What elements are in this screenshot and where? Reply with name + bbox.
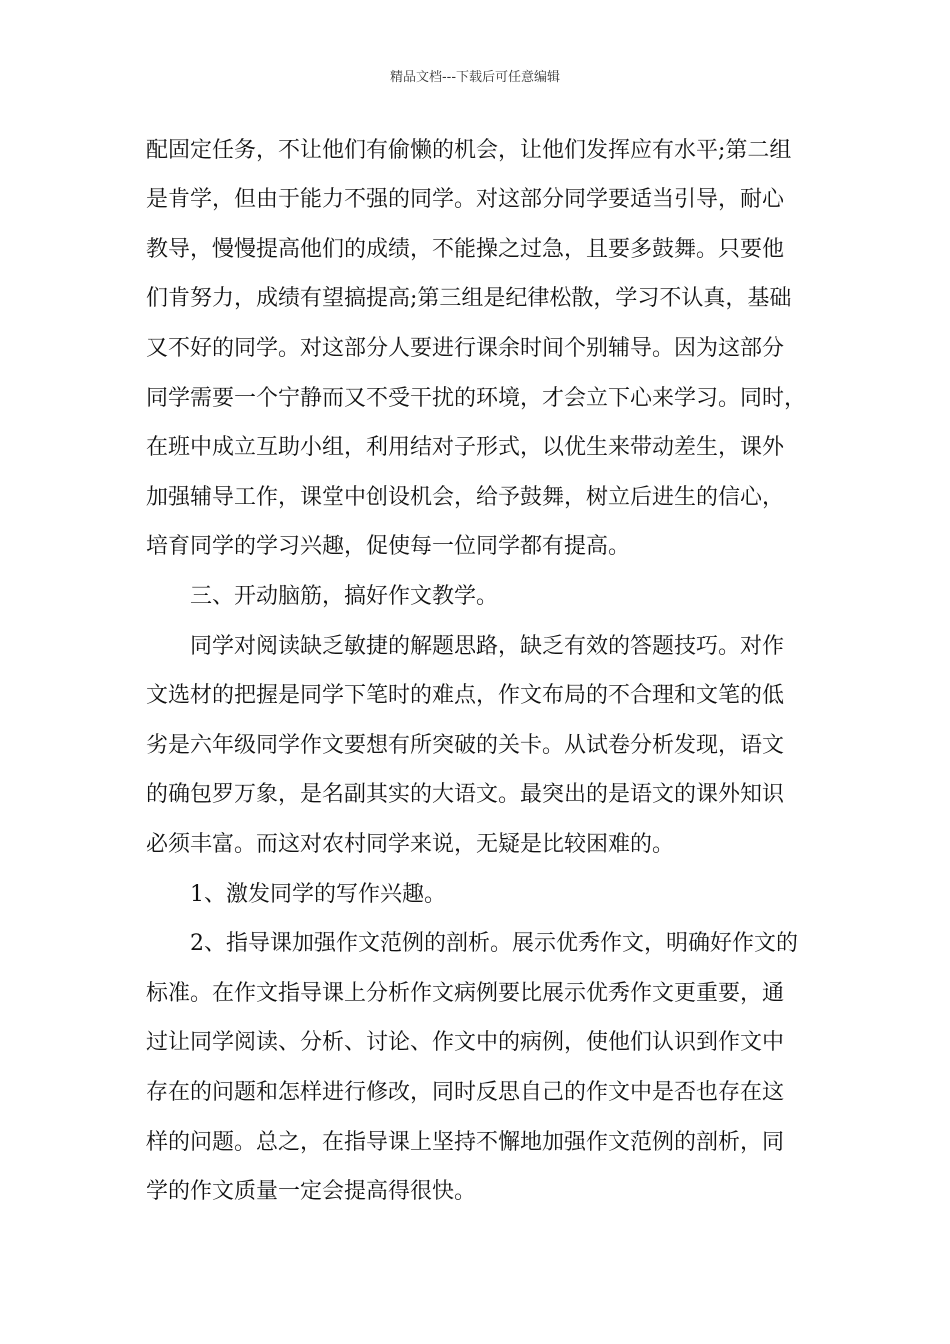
body-line: 加强辅导工作，课堂中创设机会，给予鼓舞，树立后进生的信心， [146, 485, 785, 510]
section-heading: 三、开动脑筋，搞好作文教学。 [190, 584, 499, 609]
body-line: 们肯努力，成绩有望搞提高;第三组是纪律松散，学习不认真，基础 [146, 286, 792, 311]
list-item: 2、指导课加强作文范例的剖析。展示优秀作文，明确好作文的 [190, 931, 798, 956]
body-line: 劣是六年级同学作文要想有所突破的关卡。从试卷分析发现，语文 [146, 733, 785, 758]
body-line: 是肯学，但由于能力不强的同学。对这部分同学要适当引导，耐心 [146, 187, 785, 212]
body-line: 同学对阅读缺乏敏捷的解题思路，缺乏有效的答题技巧。对作 [190, 634, 785, 659]
body-line: 必须丰富。而这对农村同学来说，无疑是比较困难的。 [146, 832, 675, 857]
body-line: 同学需要一个宁静而又不受干扰的环境，才会立下心来学习。同时， [146, 386, 807, 411]
body-line: 过让同学阅读、分析、讨论、作文中的病例，使他们认识到作文中 [146, 1030, 785, 1055]
page-header: 精品文档---下载后可任意编辑 [389, 70, 561, 85]
body-line: 又不好的同学。对这部分人要进行课余时间个别辅导。因为这部分 [146, 336, 785, 361]
body-line: 的确包罗万象，是名副其实的大语文。最突出的是语文的课外知识 [146, 782, 785, 807]
body-line: 标准。在作文指导课上分析作文病例要比展示优秀作文更重要，通 [146, 981, 785, 1006]
body-line: 配固定任务，不让他们有偷懒的机会，让他们发挥应有水平;第二组 [146, 138, 792, 163]
body-line: 文选材的把握是同学下笔时的难点，作文布局的不合理和文笔的低 [146, 683, 785, 708]
body-line: 样的问题。总之，在指导课上坚持不懈地加强作文范例的剖析，同 [146, 1130, 785, 1155]
list-item: 1、激发同学的写作兴趣。 [190, 882, 446, 907]
body-line: 在班中成立互助小组，利用结对子形式，以优生来带动差生，课外 [146, 435, 785, 460]
body-line: 培育同学的学习兴趣，促使每一位同学都有提高。 [146, 534, 631, 559]
body-line: 学的作文质量一定会提高得很快。 [146, 1179, 477, 1204]
body-line: 教导，慢慢提高他们的成绩，不能操之过急，且要多鼓舞。只要他 [146, 237, 785, 262]
body-line: 存在的问题和怎样进行修改，同时反思自己的作文中是否也存在这 [146, 1080, 785, 1105]
